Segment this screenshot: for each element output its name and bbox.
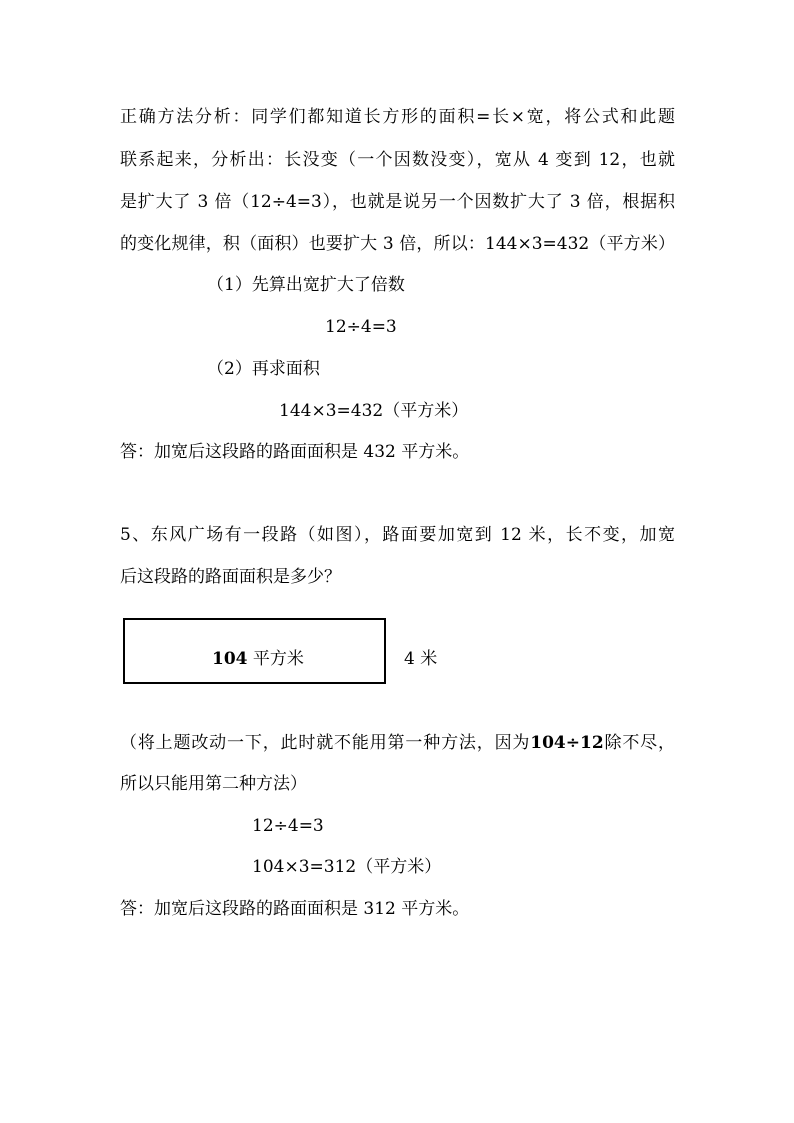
problem-5-line-2: 后这段路的路面面积是多少？ (120, 567, 341, 587)
step-2-label: （2）再求面积 (207, 359, 320, 379)
note-line-1-end: 除不尽， (603, 733, 676, 753)
road-area-unit: 平方米 (252, 649, 304, 669)
step-1-label: （1）先算出宽扩大了倍数 (207, 275, 405, 295)
road-width-label: 4 米 (404, 649, 438, 669)
road-area-label (212, 648, 304, 670)
road-area-number: 104 (212, 649, 248, 669)
problem-5-answer: 答：加宽后这段路的路面面积是 312 平方米。 (120, 899, 470, 919)
analysis-line-1: 正确方法分析：同学们都知道长方形的面积=长×宽，将公式和此题 (120, 107, 675, 127)
problem-5-line-1: 5、东风广场有一段路（如图），路面要加宽到 12 米，长不变，加宽 (120, 525, 675, 545)
note-line-2: 所以只能用第二种方法） (120, 774, 307, 794)
analysis-line-4: 的变化规律，积（面积）也要扩大 3 倍，所以：144×3=432（平方米） (120, 234, 675, 254)
analysis-answer: 答：加宽后这段路的路面面积是 432 平方米。 (120, 442, 470, 462)
problem-5-formula-2: 104×3=312（平方米） (252, 857, 442, 877)
note-line-1-start: （将上题改动一下，此时就不能用第一种方法，因为 (120, 733, 531, 753)
note-line-1 (120, 732, 675, 754)
note-line-1-expression: 104÷12 (530, 733, 604, 753)
step-2-formula: 144×3=432（平方米） (279, 401, 469, 421)
step-1-formula: 12÷4=3 (325, 317, 397, 337)
analysis-line-3: 是扩大了 3 倍（12÷4=3），也就是说另一个因数扩大了 3 倍，根据积 (120, 192, 675, 212)
analysis-line-2: 联系起来，分析出：长没变（一个因数没变），宽从 4 变到 12，也就 (120, 150, 675, 170)
problem-5-formula-1: 12÷4=3 (252, 816, 324, 836)
